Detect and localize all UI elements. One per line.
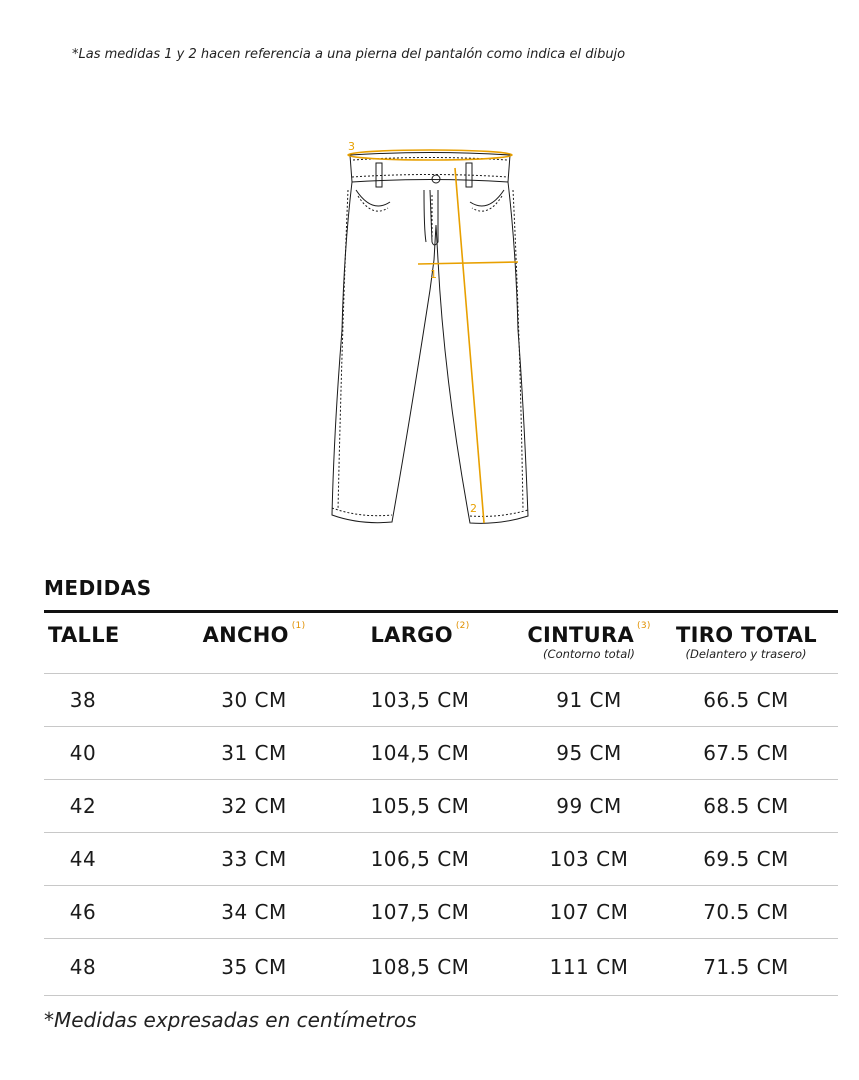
cell-ancho: 34 CM [221,900,287,924]
cell-talle: 44 [69,847,97,871]
table-row [44,674,838,727]
header-talle: TALLE [48,623,120,647]
label-length-number: 2 [470,502,477,515]
label-width-number: 1 [430,268,437,281]
cell-cintura: 95 CM [556,741,622,765]
ref-largo: (2) [455,621,470,631]
cell-talle: 48 [69,955,97,979]
pants-diagram [320,130,540,540]
header-largo: LARGO $^{(2)}$ [370,621,470,647]
cell-ancho: 33 CM [221,847,287,871]
ref-ancho: (1) [291,621,306,631]
cell-ancho: 32 CM [221,794,287,818]
sub-tiro-total: (Delantero y trasero) [685,647,807,661]
cell-talle: 46 [69,900,97,924]
cell-largo: 108,5 CM [370,955,470,979]
cell-tiro-total: 70.5 CM [703,900,789,924]
cell-largo: 104,5 CM [370,741,470,765]
cell-cintura: 99 CM [556,794,622,818]
cell-talle: 40 [69,741,97,765]
header-ancho: ANCHO $^{(1)}$ [202,621,306,647]
cell-largo: 106,5 CM [370,847,470,871]
cell-cintura: 91 CM [556,688,622,712]
header-tiro-total: TIRO TOTAL (Delantero y trasero) [676,623,817,661]
table-row [44,780,838,833]
sub-cintura: (Contorno total) [543,647,635,661]
units-note: *Medidas expresadas en centímetros [44,1008,417,1032]
cell-largo: 103,5 CM [370,688,470,712]
cell-ancho: 35 CM [221,955,287,979]
section-title: MEDIDAS [44,576,152,600]
table-row [44,886,838,939]
size-table [44,613,838,996]
cell-tiro-total: 71.5 CM [703,955,789,979]
cell-tiro-total: 66.5 CM [703,688,789,712]
cell-ancho: 30 CM [221,688,287,712]
table-row [44,833,838,886]
cell-cintura: 111 CM [549,955,629,979]
table-row [44,727,838,780]
cell-cintura: 107 CM [549,900,629,924]
cell-tiro-total: 67.5 CM [703,741,789,765]
header-cintura: CINTURA $^{(3)}$ (Contorno total) [524,623,654,661]
cell-tiro-total: 68.5 CM [703,794,789,818]
cell-cintura: 103 CM [549,847,629,871]
label-waist-number: 3 [348,140,355,153]
ref-cintura: (3) [637,621,651,631]
table-row [44,939,838,996]
cell-ancho: 31 CM [221,741,287,765]
cell-largo: 105,5 CM [370,794,470,818]
cell-tiro-total: 69.5 CM [703,847,789,871]
cell-talle: 42 [69,794,97,818]
cell-largo: 107,5 CM [370,900,470,924]
measurement-note: *Las medidas 1 y 2 hacen referencia a una pierna del pantalón como indica el dibujo [72,47,626,62]
cell-talle: 38 [69,688,97,712]
table-header [44,613,838,674]
